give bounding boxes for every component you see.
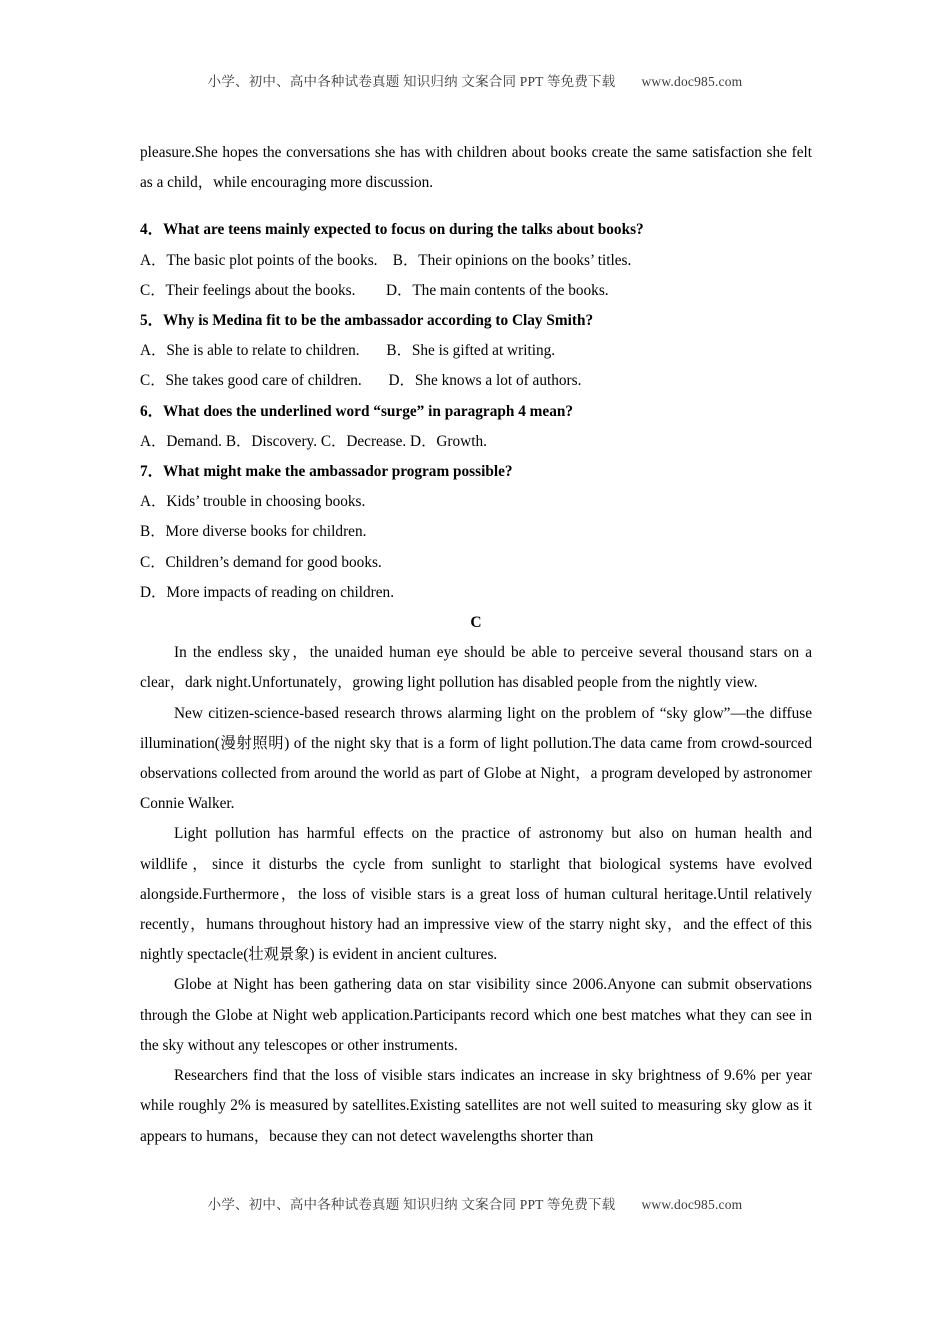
question-7-stem: 7．What might make the ambassador program possible? — [140, 463, 513, 481]
passage-paragraph-3: Light pollution has harmful effects on the practice of astronomy but also on human health and wildlife，since it disturbs the cycle from sunlight to starlight that biological systems have evolved alongside.Furthermore，the loss of visible stars is a great loss of human cultural heritage.Until relatively recently，humans throughout history had an impressive view of the starry night sky，and the effect of this nightly spectacle(壮观景象) is evident in ancient cultures. — [140, 825, 812, 964]
question-6-option-row-1: A．Demand. B．Discovery. C．Decrease. D．Growth. — [140, 432, 487, 450]
watermark-top — [0, 70, 950, 90]
spacer — [140, 198, 812, 215]
section-label-c: C — [470, 614, 482, 632]
watermark-url: www.doc985.com — [641, 74, 743, 89]
watermark-text-bottom: 小学、初中、高中各种试卷真题 知识归纳 文案合同 PPT 等免费下载 — [207, 1197, 616, 1212]
passage-paragraph-4: Globe at Night has been gathering data on star visibility since 2006.Anyone can submit observations through the Globe at Night web application.Participants record which one best matches what they can see in the sky without any telescopes or other instruments. — [140, 976, 812, 1054]
question-5-option-row-1: A．She is able to relate to children. B．She is gifted at writing. — [140, 342, 556, 360]
question-7-option-row-1: A．Kids’ trouble in choosing books. — [140, 493, 366, 511]
passage-paragraph-2: New citizen-science-based research throws alarming light on the problem of “sky glow”—the diffuse illumination(漫射照明) of the night sky that is a form of light pollution.The data came from crowd-sourced observations collected from around the world as part of Globe at Night，a program developed by astronomer Connie Walker. — [140, 704, 812, 813]
question-4-stem: 4．What are teens mainly expected to focus on during the talks about books? — [140, 221, 644, 239]
question-7-option-row-4: D．More impacts of reading on children. — [140, 583, 395, 601]
question-4-option-row-2: C．Their feelings about the books. D．The main contents of the books. — [140, 281, 609, 299]
watermark-text: 小学、初中、高中各种试卷真题 知识归纳 文案合同 PPT 等免费下载 — [207, 74, 616, 89]
question-7-option-row-2: B．More diverse books for children. — [140, 523, 367, 541]
question-4-option-row-1: A．The basic plot points of the books. B．Their opinions on the books’ titles. — [140, 251, 632, 269]
paragraph-intro: pleasure.She hopes the conversations she has with children about books create the same satisfaction she felt as a child，while encouraging more discussion. — [140, 144, 812, 192]
watermark-bottom — [0, 1193, 950, 1213]
watermark-url-bottom: www.doc985.com — [641, 1197, 743, 1212]
question-5-option-row-2: C．She takes good care of children. D．She knows a lot of authors. — [140, 372, 582, 390]
question-5-stem: 5．Why is Medina fit to be the ambassador according to Clay Smith? — [140, 312, 594, 330]
question-7-option-row-3: C．Children’s demand for good books. — [140, 553, 382, 571]
document-content — [140, 138, 812, 1152]
question-6-stem: 6．What does the underlined word “surge” in paragraph 4 mean? — [140, 402, 574, 420]
passage-paragraph-1: In the endless sky，the unaided human eye should be able to perceive several thousand stars on a clear，dark night.Unfortunately，growing light pollution has disabled people from the nightly view. — [140, 644, 812, 692]
passage-paragraph-5: Researchers find that the loss of visible stars indicates an increase in sky brightness of 9.6% per year while roughly 2% is measured by satellites.Existing satellites are not well suited to measuring sky glow as it appears to humans，because they can not detect wavelengths shorter than — [140, 1067, 812, 1145]
